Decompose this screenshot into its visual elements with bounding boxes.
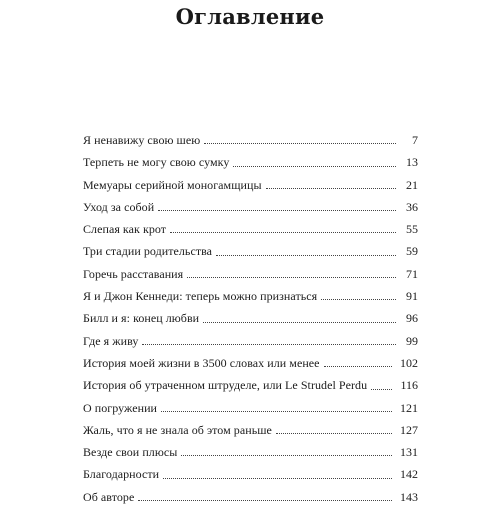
toc-leader-dots [181,454,392,456]
toc-entry-page: 59 [406,244,418,259]
toc-entry-title: Три стадии родительства [83,244,213,259]
toc-entry[interactable] [83,330,418,352]
toc-entry[interactable] [83,263,418,285]
toc-leader-dots [371,388,392,390]
toc-leader-dots [321,298,396,300]
toc-entry-title: Мемуары серийной моногамщицы [83,177,262,192]
toc-entry-title: Уход за собой [83,199,155,214]
toc-entry[interactable] [83,419,418,441]
toc-leader-dots [266,187,396,189]
toc-entry[interactable] [83,285,418,307]
toc-entry-page: 99 [406,333,418,348]
toc-leader-dots [187,276,396,278]
toc-leader-dots [142,343,396,345]
toc-entry-title: Жаль, что я не знала об этом раньше [83,422,272,437]
toc-entry[interactable] [83,240,418,262]
toc-entry[interactable] [83,486,418,508]
toc-entry[interactable] [83,397,418,419]
toc-entry[interactable] [83,196,418,218]
toc-entry-title: История об утраченном штруделе, или Le Strudel Perdu [83,378,368,393]
toc-entry-title: Я и Джон Кеннеди: теперь можно признаться [83,289,318,304]
toc-entry-title: Билл и я: конец любви [83,311,200,326]
toc-entry[interactable] [83,129,418,151]
toc-entry-page: 13 [406,155,418,170]
toc-entry[interactable] [83,441,418,463]
page-title: Оглавление [175,4,325,29]
toc-entry[interactable] [83,174,418,196]
toc-entry-title: История моей жизни в 3500 словах или менее [83,355,320,370]
toc-entry[interactable] [83,151,418,173]
toc-entry-title: Благодарности [83,467,160,482]
toc-entry-title: Терпеть не могу свою сумку [83,155,230,170]
toc-entry-title: Об авторе [83,489,135,504]
toc-entry-page: 36 [406,199,418,214]
toc-entry-title: Горечь расставания [83,266,184,281]
toc-entry[interactable] [83,352,418,374]
toc-entry-page: 55 [406,222,418,237]
toc-leader-dots [204,142,396,144]
toc-leader-dots [233,165,396,167]
toc-leader-dots [276,432,392,434]
toc-entry-page: 116 [400,378,418,393]
toc-entry-title: О погружении [83,400,158,415]
toc-entry-page: 131 [400,445,418,460]
toc-entry[interactable] [83,374,418,396]
toc-entry-title: Я ненавижу свою шею [83,133,201,147]
toc-leader-dots [163,477,392,479]
toc-entry[interactable] [83,463,418,485]
toc-entry-title: Везде свои плюсы [83,445,178,460]
toc-entry-page: 143 [400,489,418,504]
toc-entry-title: Слепая как крот [83,222,167,237]
toc-leader-dots [158,209,396,211]
toc-leader-dots [216,254,396,256]
toc-leader-dots [203,321,396,323]
toc-entry-page: 121 [400,400,418,415]
toc-entry-page: 71 [406,266,418,281]
toc-entry-page: 21 [406,177,418,192]
toc-entry-page: 7 [412,133,418,147]
toc-entry-title: Где я живу [83,333,139,348]
toc-entry-page: 102 [400,355,418,370]
toc-entry[interactable] [83,218,418,240]
toc-entry-page: 127 [400,422,418,437]
toc-leader-dots [170,231,396,233]
toc-leader-dots [324,365,392,367]
toc-leader-dots [138,499,392,501]
toc-entry[interactable] [83,307,418,329]
toc-leader-dots [161,410,392,412]
toc-entry-page: 142 [400,467,418,482]
toc-entry-page: 96 [406,311,418,326]
table-of-contents [83,129,418,508]
toc-entry-page: 91 [406,289,418,304]
